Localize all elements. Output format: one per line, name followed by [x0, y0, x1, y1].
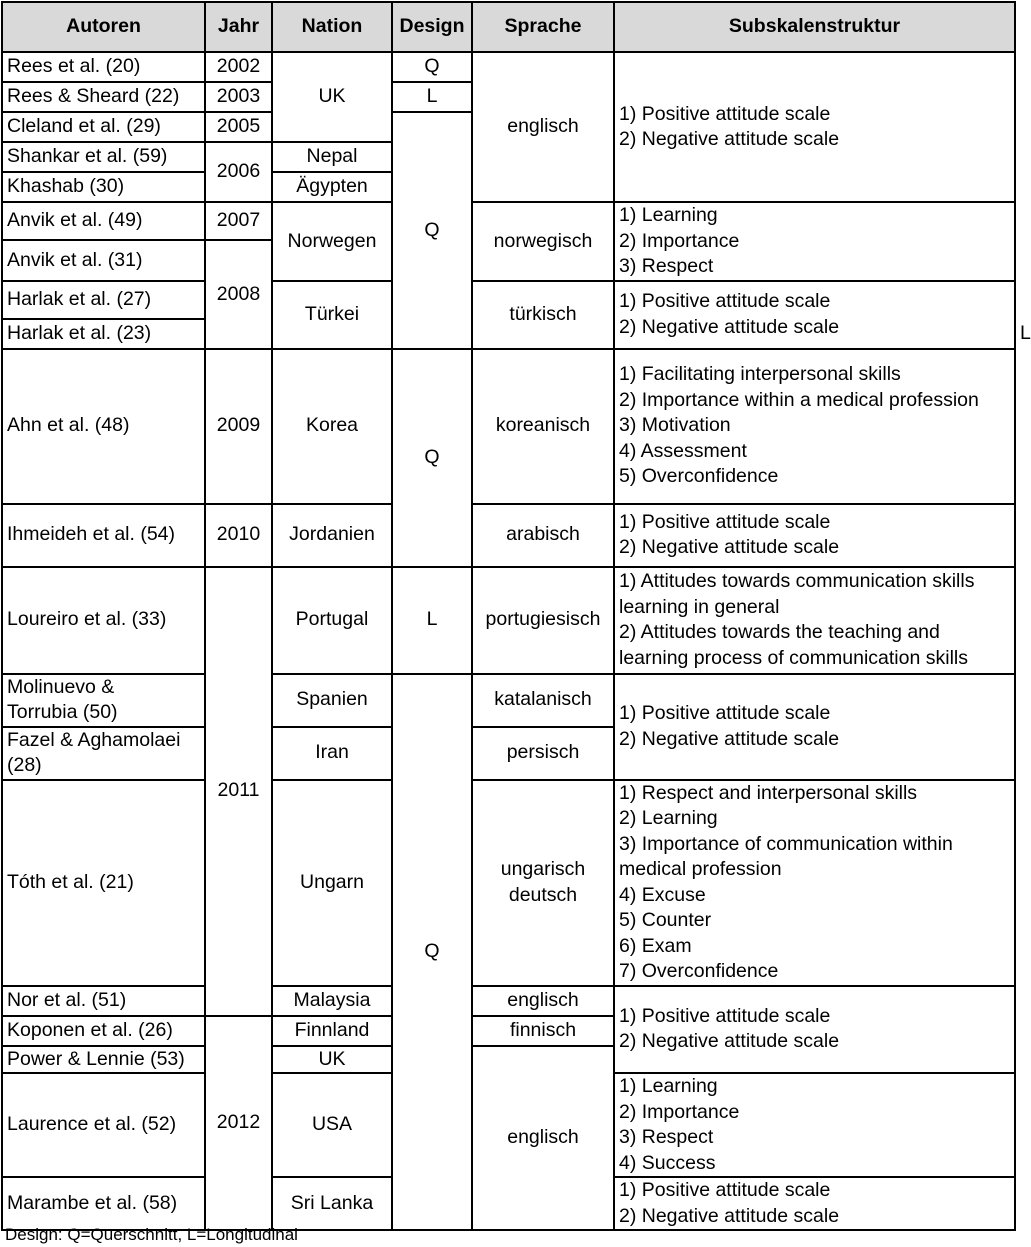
year-cell: 2009: [205, 349, 272, 504]
subscale-line: 1) Learning: [619, 204, 718, 226]
language-cell: norwegisch: [472, 202, 614, 281]
nation-cell: Norwegen: [272, 202, 392, 281]
nation-cell: Ungarn: [272, 780, 392, 986]
language-cell: katalanisch: [472, 674, 614, 727]
author-line: Molinuevo &: [7, 675, 115, 698]
nation-cell: Türkei: [272, 281, 392, 349]
design-cell: Q: [392, 674, 472, 1231]
year-cell: 2010: [205, 504, 272, 567]
year-cell: 2007: [205, 202, 272, 240]
language-line: deutsch: [508, 883, 578, 906]
table-row: [2, 567, 1015, 674]
subscale-line: 1) Learning: [619, 1075, 718, 1097]
year-cell: 2005: [205, 112, 272, 142]
language-cell: arabisch: [472, 504, 614, 567]
subscale-line: 2) Negative attitude scale: [619, 1030, 840, 1053]
table-row: [2, 202, 1015, 240]
nation-cell: Jordanien: [272, 504, 392, 567]
year-cell: 2006: [205, 142, 272, 202]
subscale-line: 1) Facilitating interpersonal skills: [619, 363, 901, 386]
language-line: ungarisch: [500, 858, 586, 880]
subscale-line: 1) Positive attitude scale: [619, 1004, 831, 1027]
subscale-line: 2) Importance: [619, 1100, 740, 1123]
subscale-line: 3) Respect: [619, 255, 714, 277]
design-cell: L: [392, 82, 472, 112]
subscale-line: 7) Overconfidence: [619, 960, 779, 982]
nation-cell: UK: [272, 1046, 392, 1074]
subscale-line: 5) Overconfidence: [619, 465, 779, 488]
nation-cell: Portugal: [272, 567, 392, 674]
subscale-line: 1) Positive attitude scale: [619, 510, 831, 533]
subscale-line: 4) Success: [619, 1151, 716, 1174]
author-cell: Harlak et al. (27): [2, 281, 205, 319]
author-cell: Rees et al. (20): [2, 52, 205, 82]
table-row: [2, 674, 1015, 727]
subscale-line: 2) Importance within a medical profession: [619, 388, 979, 411]
design-cell: Q: [392, 52, 472, 82]
author-cell: Anvik et al. (49): [2, 202, 205, 240]
table-row: [2, 504, 1015, 567]
nation-cell: Nepal: [272, 142, 392, 172]
table-row: [2, 349, 1015, 504]
subscale-line: 1) Attitudes towards communication skills: [619, 570, 975, 592]
subscale-cell: [614, 780, 1015, 986]
header-sprache: Sprache: [472, 2, 614, 52]
subscale-cell: [614, 504, 1015, 567]
author-cell: Marambe et al. (58): [2, 1177, 205, 1230]
subscale-cell: [614, 281, 1015, 349]
table-row: Harlak et al. (23) L: [2, 319, 1015, 349]
nation-cell: Korea: [272, 349, 392, 504]
subscale-cell: [614, 349, 1015, 504]
language-cell: türkisch: [472, 281, 614, 349]
subscale-line: 1) Respect and interpersonal skills: [619, 781, 918, 804]
language-cell: persisch: [472, 727, 614, 780]
table-row: [2, 281, 1015, 319]
year-cell: 2012: [205, 1016, 272, 1231]
subscale-line: 4) Assessment: [619, 439, 747, 462]
author-cell: Rees & Sheard (22): [2, 82, 205, 112]
year-cell: 2002: [205, 52, 272, 82]
nation-cell: Spanien: [272, 674, 392, 727]
author-cell: Tóth et al. (21): [2, 780, 205, 986]
subscale-line: 2) Negative attitude scale: [619, 128, 840, 150]
subscale-line: learning process of communication skills: [619, 646, 968, 669]
author-cell: Loureiro et al. (33): [2, 567, 205, 674]
header-jahr: Jahr: [205, 2, 272, 52]
author-cell: Nor et al. (51): [2, 986, 205, 1016]
language-cell: englisch: [472, 986, 614, 1016]
subscale-line: 2) Negative attitude scale: [619, 536, 840, 558]
author-cell: Harlak et al. (23): [2, 319, 205, 349]
subscale-line: 5) Counter: [619, 909, 712, 931]
table-row: [2, 52, 1015, 82]
subscale-cell: [614, 1073, 1015, 1177]
subscale-cell: [614, 1177, 1015, 1230]
subscale-cell: [614, 52, 1015, 202]
subscale-line: 4) Excuse: [619, 883, 706, 906]
header-autoren: Autoren: [2, 2, 205, 52]
author-line: Fazel & Aghamolaei: [7, 728, 181, 751]
subscale-line: 2) Importance: [619, 229, 740, 252]
subscale-line: medical profession: [619, 858, 782, 880]
author-cell: Ihmeideh et al. (54): [2, 504, 205, 567]
language-cell: finnisch: [472, 1016, 614, 1046]
author-line: Torrubia (50): [7, 701, 118, 723]
subscale-line: learning in general: [619, 595, 780, 618]
table-row: [2, 780, 1015, 986]
subscale-line: 2) Negative attitude scale: [619, 1204, 840, 1227]
design-cell: Q: [392, 112, 472, 349]
header-row: [2, 2, 1015, 52]
header-subskalenstruktur: Subskalenstruktur: [614, 2, 1015, 52]
subscale-cell: [614, 674, 1015, 780]
author-cell: Anvik et al. (31): [2, 240, 205, 281]
subscale-line: 1) Positive attitude scale: [619, 702, 831, 724]
header-design: Design: [392, 2, 472, 52]
subscale-line: 3) Respect: [619, 1126, 714, 1148]
author-cell: Cleland et al. (29): [2, 112, 205, 142]
author-cell: Ahn et al. (48): [2, 349, 205, 504]
nation-cell: Sri Lanka: [272, 1177, 392, 1230]
nation-cell: Malaysia: [272, 986, 392, 1016]
author-cell: Shankar et al. (59): [2, 142, 205, 172]
author-cell: Khashab (30): [2, 172, 205, 202]
subscale-line: 3) Importance of communication within: [619, 832, 953, 855]
subscale-line: 2) Negative attitude scale: [619, 315, 840, 338]
subscale-line: 2) Negative attitude scale: [619, 727, 840, 750]
subscale-cell: [614, 986, 1015, 1074]
author-cell: Power & Lennie (53): [2, 1046, 205, 1074]
author-cell: Laurence et al. (52): [2, 1073, 205, 1177]
subscale-line: 6) Exam: [619, 934, 692, 957]
nation-cell: Ägypten: [272, 172, 392, 202]
subscale-cell: [614, 202, 1015, 281]
author-cell: [2, 727, 205, 780]
language-cell: englisch: [472, 1046, 614, 1231]
language-cell: englisch: [472, 52, 614, 202]
year-cell: 2011: [205, 567, 272, 1016]
year-cell: 2008: [205, 240, 272, 349]
language-cell: koreanisch: [472, 349, 614, 504]
design-cell: Q: [392, 349, 472, 567]
author-cell: Koponen et al. (26): [2, 1016, 205, 1046]
year-cell: 2003: [205, 82, 272, 112]
table-row: [2, 986, 1015, 1016]
author-cell: [2, 674, 205, 727]
nation-cell: Finnland: [272, 1016, 392, 1046]
nation-cell: USA: [272, 1073, 392, 1177]
design-cell: L: [392, 567, 472, 674]
subscale-line: 1) Positive attitude scale: [619, 102, 831, 125]
nation-cell: Iran: [272, 727, 392, 780]
studies-table: [1, 1, 1031, 1231]
subscale-line: 1) Positive attitude scale: [619, 1179, 831, 1201]
header-nation: Nation: [272, 2, 392, 52]
footnote: Design: Q=Querschnitt, L=Longitudinal: [5, 1225, 298, 1244]
subscale-cell: [614, 567, 1015, 674]
subscale-line: 2) Attitudes towards the teaching and: [619, 621, 940, 643]
subscale-line: 3) Motivation: [619, 414, 731, 437]
subscale-line: 1) Positive attitude scale: [619, 290, 831, 312]
language-cell: portugiesisch: [472, 567, 614, 674]
nation-cell: UK: [272, 52, 392, 142]
author-line: (28): [7, 754, 42, 776]
language-cell: [472, 780, 614, 986]
subscale-line: 2) Learning: [619, 807, 718, 829]
